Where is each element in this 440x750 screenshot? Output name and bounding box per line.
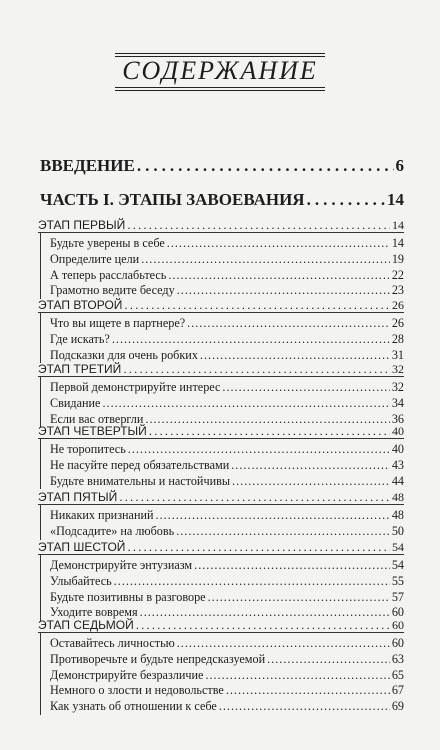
section-label: Будьте уверены в себе (50, 236, 165, 250)
leader-dots (149, 424, 390, 438)
section-label: Будьте позитивны в разговоре (50, 589, 206, 604)
toc-entry-section[interactable] (50, 683, 404, 698)
leader-dots (168, 268, 389, 283)
leader-dots (119, 490, 390, 504)
toc-entry-intro[interactable] (40, 156, 404, 176)
stage-page: 48 (392, 490, 404, 504)
toc-entry-part[interactable] (40, 190, 404, 210)
title-rule-bottom-inner (115, 87, 325, 88)
toc-entry-stage[interactable] (38, 298, 404, 313)
toc-entry-section[interactable] (50, 316, 404, 331)
section-page: 32 (391, 380, 404, 394)
section-page: 36 (391, 411, 404, 426)
section-page: 63 (391, 651, 404, 666)
toc-entry-section[interactable] (50, 652, 404, 667)
section-page: 22 (391, 267, 404, 282)
section-label: Свидание (50, 395, 101, 410)
part-label: ЧАСТЬ I. ЭТАПЫ ЗАВОЕВАНИЯ (40, 190, 305, 209)
section-label: Уходите вовремя (50, 605, 138, 620)
section-page: 69 (391, 699, 404, 714)
toc-entry-stage[interactable] (38, 540, 404, 555)
section-label: Противоречьте и будьте непредсказуемой (50, 651, 266, 666)
section-page: 23 (391, 283, 404, 298)
section-page: 48 (391, 508, 404, 522)
leader-dots (112, 332, 390, 347)
leader-dots (127, 218, 390, 232)
stage-label: ЭТАП ПЕРВЫЙ (38, 218, 126, 232)
intro-label: ВВЕДЕНИЕ (40, 156, 135, 175)
section-page: 26 (391, 316, 404, 330)
leader-dots (128, 442, 390, 457)
leader-dots (267, 652, 390, 667)
section-label: Если вас отвергли (50, 411, 144, 426)
section-page: 67 (391, 683, 404, 698)
stage-page: 26 (392, 298, 404, 312)
stage-bracket (40, 232, 41, 299)
page-title: СОДЕРЖАНИЕ (122, 56, 318, 85)
leader-dots (124, 298, 390, 312)
intro-page: 6 (395, 156, 404, 175)
section-page: 50 (391, 523, 404, 538)
leader-dots (219, 699, 390, 714)
section-page: 57 (391, 589, 404, 604)
stage-page: 32 (392, 362, 404, 376)
leader-dots (137, 156, 394, 176)
toc-entry-section[interactable] (50, 574, 404, 589)
toc-entry-stage[interactable] (38, 490, 404, 505)
section-page: 34 (391, 395, 404, 410)
section-page: 31 (391, 347, 404, 362)
section-label: Демонстрируйте безразличие (50, 667, 204, 682)
title-rule-top (115, 53, 325, 54)
section-label: Оставайтесь личностью (50, 636, 175, 650)
leader-dots (232, 474, 390, 489)
toc-entry-section[interactable] (50, 442, 404, 457)
leader-dots (194, 558, 390, 573)
toc-entry-stage[interactable] (38, 424, 404, 439)
toc-entry-stage[interactable] (38, 618, 404, 633)
section-label: Что вы ищете в партнере? (50, 316, 186, 330)
leader-dots (205, 668, 389, 683)
toc-entry-section[interactable] (50, 332, 404, 347)
toc-entry-section[interactable] (50, 590, 404, 605)
section-page: 65 (391, 667, 404, 682)
toc-entry-section[interactable] (50, 508, 404, 523)
toc-entry-section[interactable] (50, 236, 404, 251)
toc-entry-section[interactable] (50, 668, 404, 683)
toc-entry-section[interactable] (50, 458, 404, 473)
section-label: Демонстрируйте энтузиазм (50, 558, 193, 572)
stage-page: 54 (392, 540, 404, 554)
section-page: 60 (391, 636, 404, 650)
leader-dots (167, 236, 390, 251)
section-page: 19 (391, 251, 404, 266)
section-page: 44 (391, 473, 404, 488)
section-label: Где искать? (50, 331, 110, 346)
section-label: Грамотно ведите беседу (50, 283, 175, 298)
stage-bracket (40, 504, 41, 540)
leader-dots (136, 618, 390, 632)
toc-entry-stage[interactable] (38, 218, 404, 233)
section-label: Определите цели (50, 251, 140, 266)
section-label: Будьте внимательны и настойчивы (50, 473, 231, 488)
toc-entry-section[interactable] (50, 380, 404, 395)
stage-bracket (40, 554, 41, 621)
section-label: Не торопитесь (50, 442, 126, 456)
toc-entry-section[interactable] (50, 558, 404, 573)
leader-dots (187, 316, 390, 331)
section-label: Улыбайтесь (50, 573, 112, 588)
toc-entry-section[interactable] (50, 268, 404, 283)
section-label: «Подсадите» на любовь (50, 523, 175, 538)
stage-label: ЭТАП СЕДЬМОЙ (38, 618, 134, 632)
leader-dots (307, 190, 385, 210)
section-page: 28 (391, 331, 404, 346)
stage-label: ЭТАП ВТОРОЙ (38, 298, 123, 312)
section-label: Немного о злости и недовольстве (50, 683, 224, 698)
stage-page: 60 (392, 618, 404, 632)
toc-entry-section[interactable] (50, 396, 404, 411)
part-page: 14 (387, 190, 404, 209)
leader-dots (176, 524, 390, 539)
leader-dots (156, 508, 390, 523)
stage-label: ЭТАП ЧЕТВЕРТЫЙ (38, 424, 147, 438)
leader-dots (177, 283, 390, 298)
leader-dots (123, 362, 390, 376)
stage-bracket (40, 632, 41, 715)
leader-dots (226, 683, 390, 698)
stage-bracket (40, 438, 41, 489)
toc-entry-section[interactable] (50, 636, 404, 651)
stage-bracket (40, 376, 41, 427)
toc-entry-section[interactable] (50, 283, 404, 298)
section-page: 43 (391, 457, 404, 472)
toc-entry-section[interactable] (50, 524, 404, 539)
toc-entry-section[interactable] (50, 474, 404, 489)
leader-dots (141, 252, 390, 267)
stage-label: ЭТАП ШЕСТОЙ (38, 540, 126, 554)
leader-dots (114, 574, 390, 589)
section-label: Не пасуйте перед обязательствами (50, 457, 230, 472)
leader-dots (222, 380, 389, 395)
section-page: 14 (391, 236, 404, 250)
leader-dots (200, 348, 390, 363)
stage-page: 14 (392, 218, 404, 232)
stage-label: ЭТАП ТРЕТИЙ (38, 362, 122, 376)
title-rule-bottom (115, 90, 325, 91)
section-label: Первой демонстрируйте интерес (50, 380, 221, 394)
leader-dots (127, 540, 390, 554)
section-page: 54 (391, 558, 404, 572)
toc-entry-stage[interactable] (38, 362, 404, 377)
section-label: Подсказки для очень робких (50, 347, 198, 362)
section-page: 40 (391, 442, 404, 456)
leader-dots (208, 590, 390, 605)
toc-entry-section[interactable] (50, 252, 404, 267)
toc-entry-section[interactable] (50, 348, 404, 363)
leader-dots (177, 636, 390, 651)
section-page: 55 (391, 573, 404, 588)
stage-label: ЭТАП ПЯТЫЙ (38, 490, 118, 504)
section-label: А теперь расслабьтесь (50, 267, 167, 282)
section-page: 60 (391, 605, 404, 620)
leader-dots (231, 458, 390, 473)
stage-bracket (40, 312, 41, 363)
stage-page: 40 (392, 424, 404, 438)
section-label: Как узнать об отношении к себе (50, 699, 217, 714)
leader-dots (102, 396, 389, 411)
toc-entry-section[interactable] (50, 699, 404, 714)
section-label: Никаких признаний (50, 508, 154, 522)
